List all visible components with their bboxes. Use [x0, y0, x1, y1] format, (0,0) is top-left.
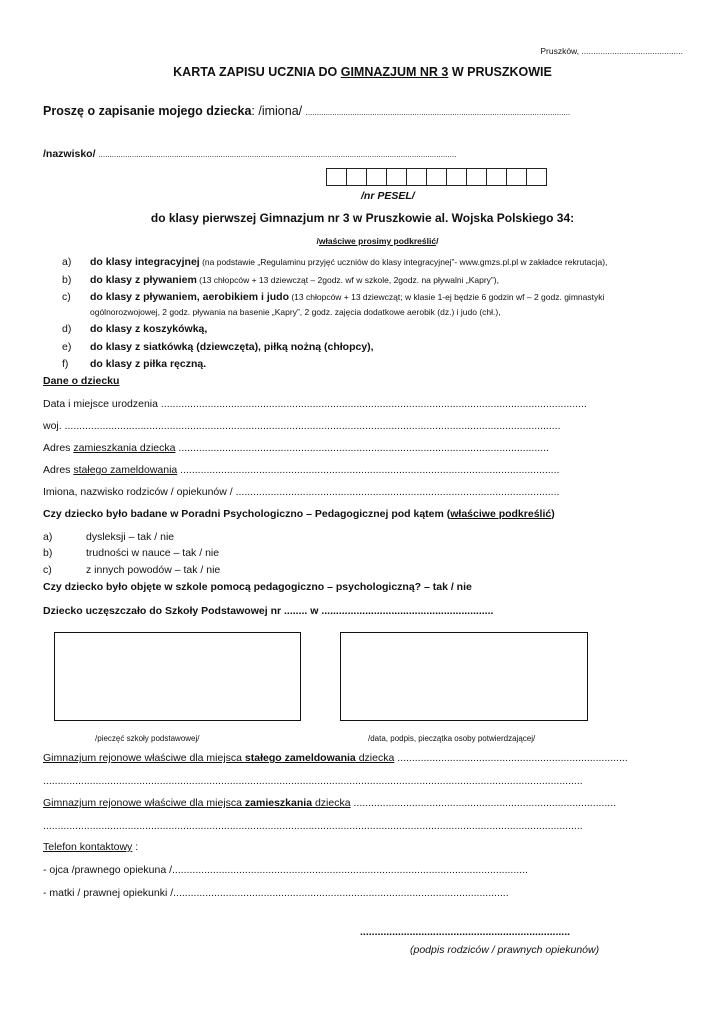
option-e[interactable]: e) do klasy z siatkówką (dziewczęta), piłką nożną (chłopcy),: [62, 341, 374, 353]
child-data-heading: Dane o dziecku: [43, 375, 120, 387]
pesel-digit-cell[interactable]: [426, 168, 447, 186]
contact-heading: Telefon kontaktowy :: [43, 841, 139, 853]
exam-item-learning[interactable]: b) trudności w nauce – tak / nie: [43, 547, 220, 559]
option-a[interactable]: a) do klasy integracyjnej (na podstawie „Regulaminu przyjęć uczniów do klasy integracyjnej”- www.gmzs.pl.pl w zakładce rekrutacja),: [62, 256, 608, 268]
first-names-field[interactable]: .......................................................................................................................: [305, 108, 571, 117]
pesel-digit-cell[interactable]: [446, 168, 467, 186]
option-c[interactable]: c) do klasy z pływaniem, aerobikiem i judo (13 chłopców + 13 dziewcząt; w klasie 1-ej będzie 6 godzin wf – 2 godz. gimnastyki: [62, 291, 605, 303]
district-residence-continuation[interactable]: .........................................................................................................................................................................................: [43, 820, 583, 832]
father-phone-field[interactable]: - ojca /prawnego opiekuna /..........................................................................................................................: [43, 864, 528, 876]
primary-school-field[interactable]: Dziecko uczęszczało do Szkoły Podstawowej nr ........ w ...........................................................: [43, 605, 494, 617]
pesel-digit-cell[interactable]: [326, 168, 347, 186]
page-title: KARTA ZAPISU UCZNIA DO GIMNAZJUM NR 3 W PRUSZKOWIE: [173, 65, 552, 79]
option-b[interactable]: b) do klasy z pływaniem (13 chłopców + 13 dziewcząt – 2godz. wf w szkole, 2godz. na pływalni „Kapry”),: [62, 274, 499, 286]
option-c-continued: ogólnorozwojowej, 2 godz. pływania na basenie „Kapry”, 2 godz. zajęcia dodatkowe aerobik (dz.) i judo (chł.),: [90, 307, 501, 317]
exam-question: Czy dziecko było badane w Poradni Psychologiczno – Pedagogicznej pod kątem (właściwe podkreślić): [43, 508, 555, 520]
pesel-digit-cell[interactable]: [366, 168, 387, 186]
pesel-digit-cell[interactable]: [506, 168, 527, 186]
option-f[interactable]: f) do klasy z piłka ręczną.: [62, 358, 207, 370]
pesel-boxes[interactable]: [327, 168, 547, 186]
pesel-digit-cell[interactable]: [486, 168, 507, 186]
district-registered-continuation[interactable]: .........................................................................................................................................................................................: [43, 775, 583, 787]
exam-item-other[interactable]: c) z innych powodów – tak / nie: [43, 564, 221, 576]
help-question[interactable]: Czy dziecko było objęte w szkole pomocą pedagogiczno – psychologiczną? – tak / nie: [43, 581, 472, 593]
birth-field[interactable]: Data i miejsce urodzenia ..................................................................................................................................................: [43, 398, 587, 410]
exam-item-dyslexia[interactable]: a) dysleksji – tak / nie: [43, 531, 175, 543]
option-d[interactable]: d) do klasy z koszykówką,: [62, 323, 208, 335]
pesel-digit-cell[interactable]: [466, 168, 487, 186]
signature-field[interactable]: ........................................................................: [360, 926, 571, 938]
pesel-digit-cell[interactable]: [386, 168, 407, 186]
district-school-registered[interactable]: Gimnazjum rejonowe właściwe dla miejsca stałego zameldowania dziecka ...............................................................................: [43, 752, 628, 764]
residence-address-field[interactable]: Adres zamieszkania dziecka ...............................................................................................................................: [43, 442, 549, 454]
surname-field[interactable]: .................................................................................................................................................................: [98, 150, 457, 159]
district-school-residence[interactable]: Gimnazjum rejonowe właściwe dla miejsca zamieszkania dziecka ..........................................................................................: [43, 797, 617, 809]
pesel-digit-cell[interactable]: [346, 168, 367, 186]
pesel-digit-cell[interactable]: [406, 168, 427, 186]
place-date: Pruszków, ...........................................: [540, 46, 683, 56]
parents-names-field[interactable]: Imiona, nazwisko rodziców / opiekunów / ...............................................................................................................: [43, 486, 560, 498]
class-line: do klasy pierwszej Gimnazjum nr 3 w Pruszkowie al. Wojska Polskiego 34:: [150, 211, 575, 225]
child-first-names-line: Proszę o zapisanie mojego dziecka: /imiona/ .......................................................................................................................: [43, 104, 571, 118]
signature-caption: (podpis rodziców / prawnych opiekunów): [410, 944, 600, 956]
child-surname-line: /nazwisko/ .................................................................................................................................................................: [43, 148, 457, 160]
confirmation-box[interactable]: [340, 632, 588, 721]
confirmation-caption: /data, podpis, pieczątka osoby potwierdzającej/: [368, 734, 536, 743]
registered-address-field[interactable]: Adres stałego zameldowania ..................................................................................................................................: [43, 464, 560, 476]
voivodeship-field[interactable]: woj. ..........................................................................................................................................................................: [43, 420, 561, 432]
underline-note: /właściwe prosimy podkreślić/: [316, 236, 439, 246]
school-stamp-caption: /pieczęć szkoły podstawowej/: [95, 734, 200, 743]
mother-phone-field[interactable]: - matki / prawnej opiekunki /...................................................................................................................: [43, 887, 509, 899]
pesel-digit-cell[interactable]: [526, 168, 547, 186]
school-stamp-box[interactable]: [54, 632, 301, 721]
pesel-label: /nr PESEL/: [361, 190, 415, 202]
